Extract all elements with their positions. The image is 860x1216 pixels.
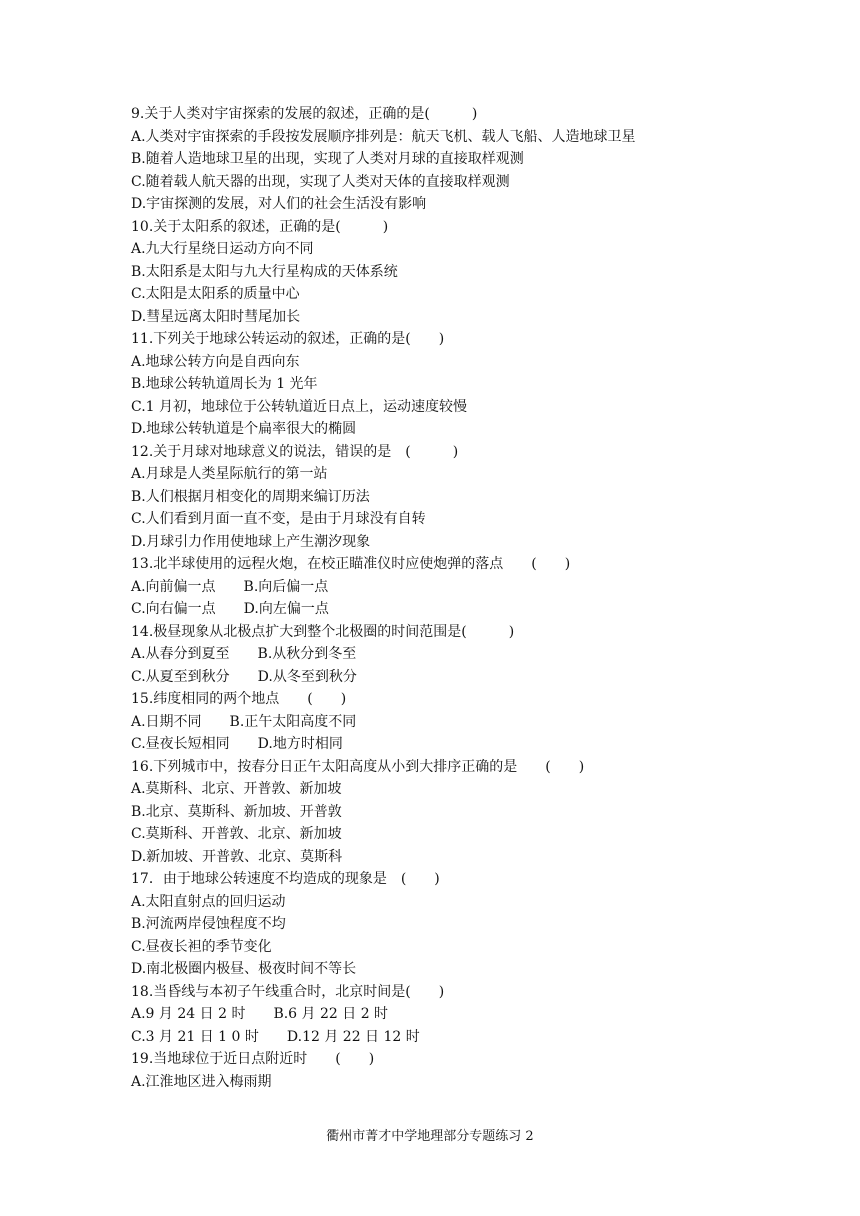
answer-option: A.从春分到夏至 B.从秋分到冬至 bbox=[131, 646, 357, 662]
answer-option: B.河流两岸侵蚀程度不均 bbox=[131, 916, 286, 932]
answer-option: C.随着载人航天器的出现，实现了人类对天体的直接取样观测 bbox=[131, 173, 510, 190]
answer-option: B.北京、莫斯科、新加坡、开普敦 bbox=[131, 803, 342, 820]
answer-option: D.宇宙探测的发展，对人们的社会生活没有影响 bbox=[131, 196, 427, 212]
answer-option: D.南北极圈内极昼、极夜时间不等长 bbox=[131, 961, 357, 977]
answer-option: B.随着人造地球卫星的出现，实现了人类对月球的直接取样观测 bbox=[131, 151, 524, 167]
answer-option: D.月球引力作用使地球上产生潮汐现象 bbox=[131, 533, 371, 550]
answer-option: C.3 月 21 日 1 0 时 D.12 月 22 日 12 时 bbox=[131, 1028, 420, 1045]
answer-option: A.江淮地区进入梅雨期 bbox=[131, 1073, 272, 1090]
exercise-content bbox=[131, 103, 811, 1093]
answer-option: B.太阳系是太阳与九大行星构成的天体系统 bbox=[131, 263, 398, 280]
question-stem: 12.关于月球对地球意义的说法，错误的是 ( ) bbox=[131, 443, 459, 460]
answer-option: A.莫斯科、北京、开普敦、新加坡 bbox=[131, 781, 342, 797]
answer-option: B.地球公转轨道周长为 1 光年 bbox=[131, 376, 318, 392]
question-stem: 16.下列城市中，按春分日正午太阳高度从小到大排序正确的是 ( ) bbox=[131, 758, 585, 775]
answer-option: A.日期不同 B.正午太阳高度不同 bbox=[131, 713, 357, 730]
answer-option: A.地球公转方向是自西向东 bbox=[131, 353, 300, 370]
question-stem: 11.下列关于地球公转运动的叙述，正确的是( ) bbox=[131, 331, 445, 347]
answer-option: C.人们看到月面一直不变，是由于月球没有自转 bbox=[131, 511, 426, 527]
answer-option: A.月球是人类星际航行的第一站 bbox=[131, 466, 328, 482]
answer-option: A.九大行星绕日运动方向不同 bbox=[131, 241, 314, 257]
question-stem: 13.北半球使用的远程火炮，在校正瞄准仪时应使炮弹的落点 ( ) bbox=[131, 556, 571, 572]
answer-option: C.从夏至到秋分 D.从冬至到秋分 bbox=[131, 668, 357, 685]
answer-option: C.莫斯科、开普敦、北京、新加坡 bbox=[131, 826, 342, 842]
answer-option: C.向右偏一点 D.向左偏一点 bbox=[131, 601, 329, 617]
question-stem: 9.关于人类对宇宙探索的发展的叙述，正确的是( ) bbox=[131, 106, 478, 122]
answer-option: C.昼夜长袒的季节变化 bbox=[131, 938, 272, 955]
question-stem: 14.极昼现象从北极点扩大到整个北极圈的时间范围是( ) bbox=[131, 623, 515, 640]
answer-option: D.彗星远离太阳时彗尾加长 bbox=[131, 308, 301, 325]
question-stem: 17．由于地球公转速度不均造成的现象是 ( ) bbox=[131, 871, 440, 887]
question-stem: 15.纬度相同的两个地点 ( ) bbox=[131, 691, 347, 707]
answer-option: A.太阳直射点的回归运动 bbox=[131, 893, 286, 910]
answer-option: A.向前偏一点 B.向后偏一点 bbox=[131, 578, 329, 595]
question-stem: 18.当昏线与本初子午线重合时，北京时间是( ) bbox=[131, 983, 445, 1000]
answer-option: C.昼夜长短相同 D.地方时相同 bbox=[131, 736, 343, 752]
answer-option: A.人类对宇宙探索的手段按发展顺序排列是：航天飞机、载人飞船、人造地球卫星 bbox=[131, 128, 636, 145]
question-stem: 10.关于太阳系的叙述，正确的是( ) bbox=[131, 218, 389, 235]
page-footer: 衢州市菁才中学地理部分专题练习 2 bbox=[326, 1129, 534, 1144]
answer-option: C.1 月初，地球位于公转轨道近日点上，运动速度较慢 bbox=[131, 398, 468, 415]
answer-option: C.太阳是太阳系的质量中心 bbox=[131, 286, 300, 302]
answer-option: D.地球公转轨道是个扁率很大的椭圆 bbox=[131, 421, 357, 437]
question-stem: 19.当地球位于近日点附近时 ( ) bbox=[131, 1051, 375, 1067]
answer-option: D.新加坡、开普敦、北京、莫斯科 bbox=[131, 848, 343, 865]
answer-option: B.人们根据月相变化的周期来编订历法 bbox=[131, 488, 370, 505]
answer-option: A.9 月 24 日 2 时 B.6 月 22 日 2 时 bbox=[131, 1006, 389, 1022]
